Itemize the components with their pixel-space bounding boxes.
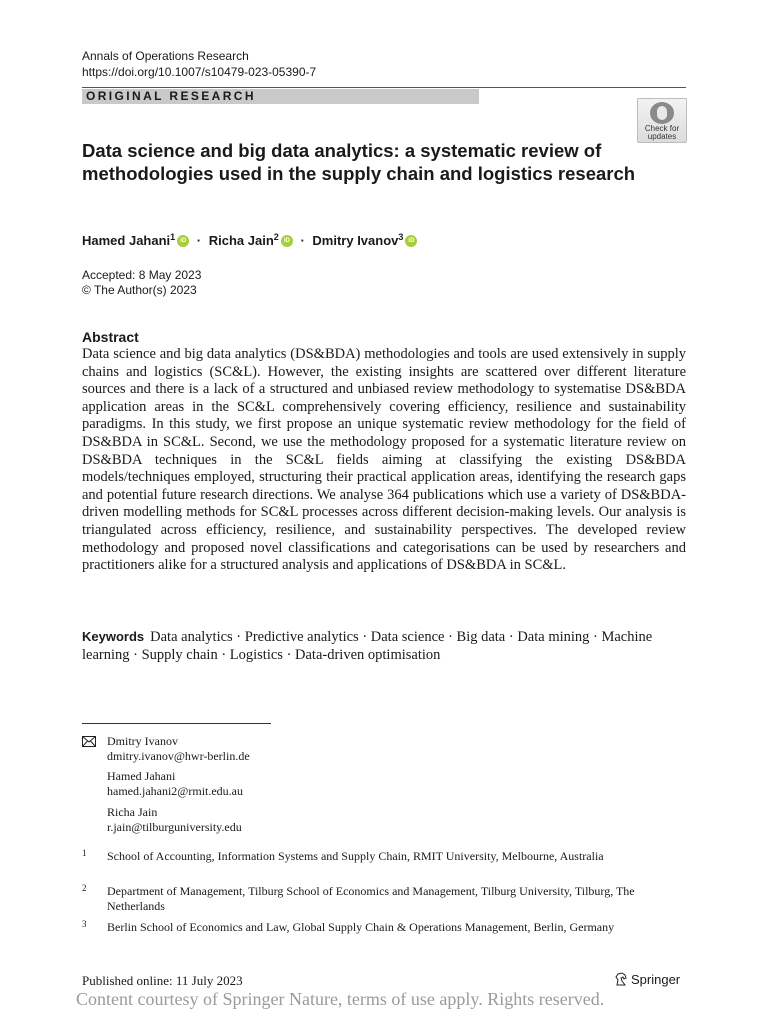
affiliation-text: Berlin School of Economics and Law, Global Supply Chain & Operations Management, Berlin, Germany (107, 920, 615, 934)
journal-name: Annals of Operations Research (82, 49, 249, 63)
orcid-icon[interactable] (281, 235, 293, 247)
abstract-text: Data science and big data analytics (DS&BDA) methodologies and tools are used extensively in supply chains and logistics (SC&L). However, the existing insights are scattered over different literature sources and there is a lack of a structured and unbiased review methodology to systematise DS&BDA application areas in the SC&L comprehensively covering efficiency, resilience and sustainability paradigms. In this study, we first propose an unique systematic review methodology for the field of DS&BDA in SC&L. Second, we use the methodology proposed for a systematic literature review on DS&BDA techniques in the SC&L fields aiming at classifying the existing DS&BDA models/techniques employed, structuring their practical application areas, identifying the research gaps and potential future research directions. We analyse 364 publications which use a variety of DS&BDA-driven modelling methods for SC&L processes across different decision-making levels. Our analysis is triangulated across efficiency, resilience, and sustainability perspectives. The developed review methodology and proposed novel classifications and categorisations can be used by researchers and practitioners alike for a structured analysis and applications of DS&BDA in SC&L. (82, 346, 686, 574)
affiliation-number: 2 (82, 883, 87, 893)
check-for-updates-badge[interactable] (637, 98, 687, 143)
author-affiliation-mark: 3 (398, 232, 404, 242)
affiliation-text: School of Accounting, Information Systems and Supply Chain, RMIT University, Melbourne, Australia (107, 849, 604, 863)
author-name: Richa Jain (208, 233, 274, 248)
accepted-date: Accepted: 8 May 2023 (82, 268, 202, 282)
keywords (82, 628, 686, 664)
author-list (82, 232, 417, 250)
contact-name: Richa Jain (107, 805, 158, 819)
doi-link[interactable]: https://doi.org/10.1007/s10479-023-05390-7 (82, 65, 317, 79)
contact-entry (107, 769, 243, 799)
contact-email[interactable]: dmitry.ivanov@hwr-berlin.de (107, 749, 250, 763)
affiliation-text: Department of Management, Tilburg School of Economics and Management, Tilburg University, Tilburg, The Netherlands (107, 884, 635, 913)
article-type: ORIGINAL RESEARCH (86, 89, 256, 103)
contact-name: Hamed Jahani (107, 769, 176, 783)
author-separator: · (300, 233, 305, 248)
envelope-icon (82, 736, 96, 751)
orcid-icon[interactable] (177, 235, 189, 247)
affiliation-number: 3 (82, 919, 87, 929)
contact-email[interactable]: hamed.jahani2@rmit.edu.au (107, 784, 244, 798)
check-for-updates-icon (650, 102, 674, 124)
abstract-heading: Abstract (82, 329, 139, 345)
contact-email[interactable]: r.jain@tilburguniversity.edu (107, 820, 242, 834)
keywords-list: Data analytics · Predictive analytics · Data science · Big data · Data mining · Machine learning · Supply chain · Logistics · Data-driven optimisation (82, 629, 653, 663)
header-rule (82, 87, 686, 88)
badge-line2: updates (647, 132, 677, 141)
copyright: © The Author(s) 2023 (82, 283, 197, 297)
courtesy-notice: Content courtesy of Springer Nature, terms of use apply. Rights reserved. (76, 989, 605, 1009)
published-date: Published online: 11 July 2023 (82, 973, 243, 988)
publisher-name: Springer (631, 972, 681, 987)
footnote-rule (82, 723, 271, 724)
author-affiliation-mark: 1 (170, 232, 176, 242)
contact-entry (107, 805, 242, 835)
author-affiliation-mark: 2 (273, 232, 279, 242)
author-separator: · (196, 233, 202, 248)
author-name: Hamed Jahani (82, 233, 171, 248)
contact-name: Dmitry Ivanov (107, 734, 178, 748)
contact-entry (107, 734, 250, 764)
author-name: Dmitry Ivanov (312, 233, 399, 248)
publisher-logo (614, 972, 680, 988)
springer-horse-icon (614, 972, 628, 986)
badge-line1: Check for (644, 124, 680, 133)
orcid-icon[interactable] (405, 235, 417, 247)
affiliation-number: 1 (82, 848, 87, 858)
article-title: Data science and big data analytics: a systematic review of methodologies used in the supply chain and logistics research (82, 140, 636, 184)
keywords-label: Keywords (82, 629, 145, 644)
